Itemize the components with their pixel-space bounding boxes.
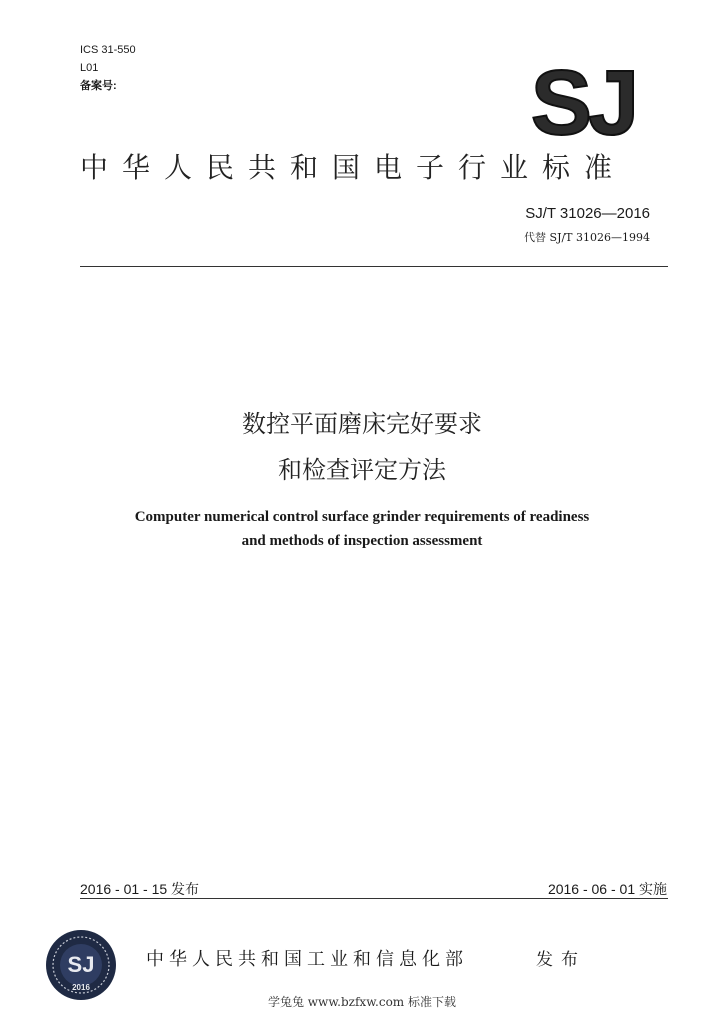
top-divider	[80, 266, 668, 267]
standard-number: SJ/T 31026—2016	[525, 205, 650, 222]
standard-org-title: 中华人民共和国电子行业标准	[80, 151, 627, 184]
title-english-line-1: Computer numerical control surface grinder requirements of readiness	[134, 509, 590, 525]
publish-label: 发布	[536, 950, 586, 970]
ccs-code: L01	[80, 62, 99, 74]
ministry-seal-icon	[44, 928, 118, 1002]
title-chinese-line-2: 和检查评定方法	[278, 456, 446, 484]
implementation-date: 2016 - 06 - 01 实施	[547, 881, 667, 897]
seal-year: 2016	[72, 983, 90, 992]
publisher-ministry: 中华人民共和国工业和信息化部	[146, 949, 468, 970]
ics-code: ICS 31-550	[80, 44, 136, 56]
title-english-line-2: and methods of inspection assessment	[241, 533, 483, 549]
sj-logo-text: SJ	[530, 60, 636, 140]
title-chinese-line-1: 数控平面磨床完好要求	[242, 410, 482, 438]
filing-number-label: 备案号:	[80, 80, 117, 92]
replaces-standard: 代替 SJ/T 31026—1994	[524, 231, 650, 244]
bottom-divider	[80, 898, 668, 899]
seal-logo-text: SJ	[67, 952, 95, 977]
issue-date: 2016 - 01 - 15 发布	[80, 881, 200, 897]
download-watermark: 学兔兔 www.bzfxw.com 标准下载	[267, 995, 457, 1009]
sj-logo-icon	[528, 60, 638, 140]
